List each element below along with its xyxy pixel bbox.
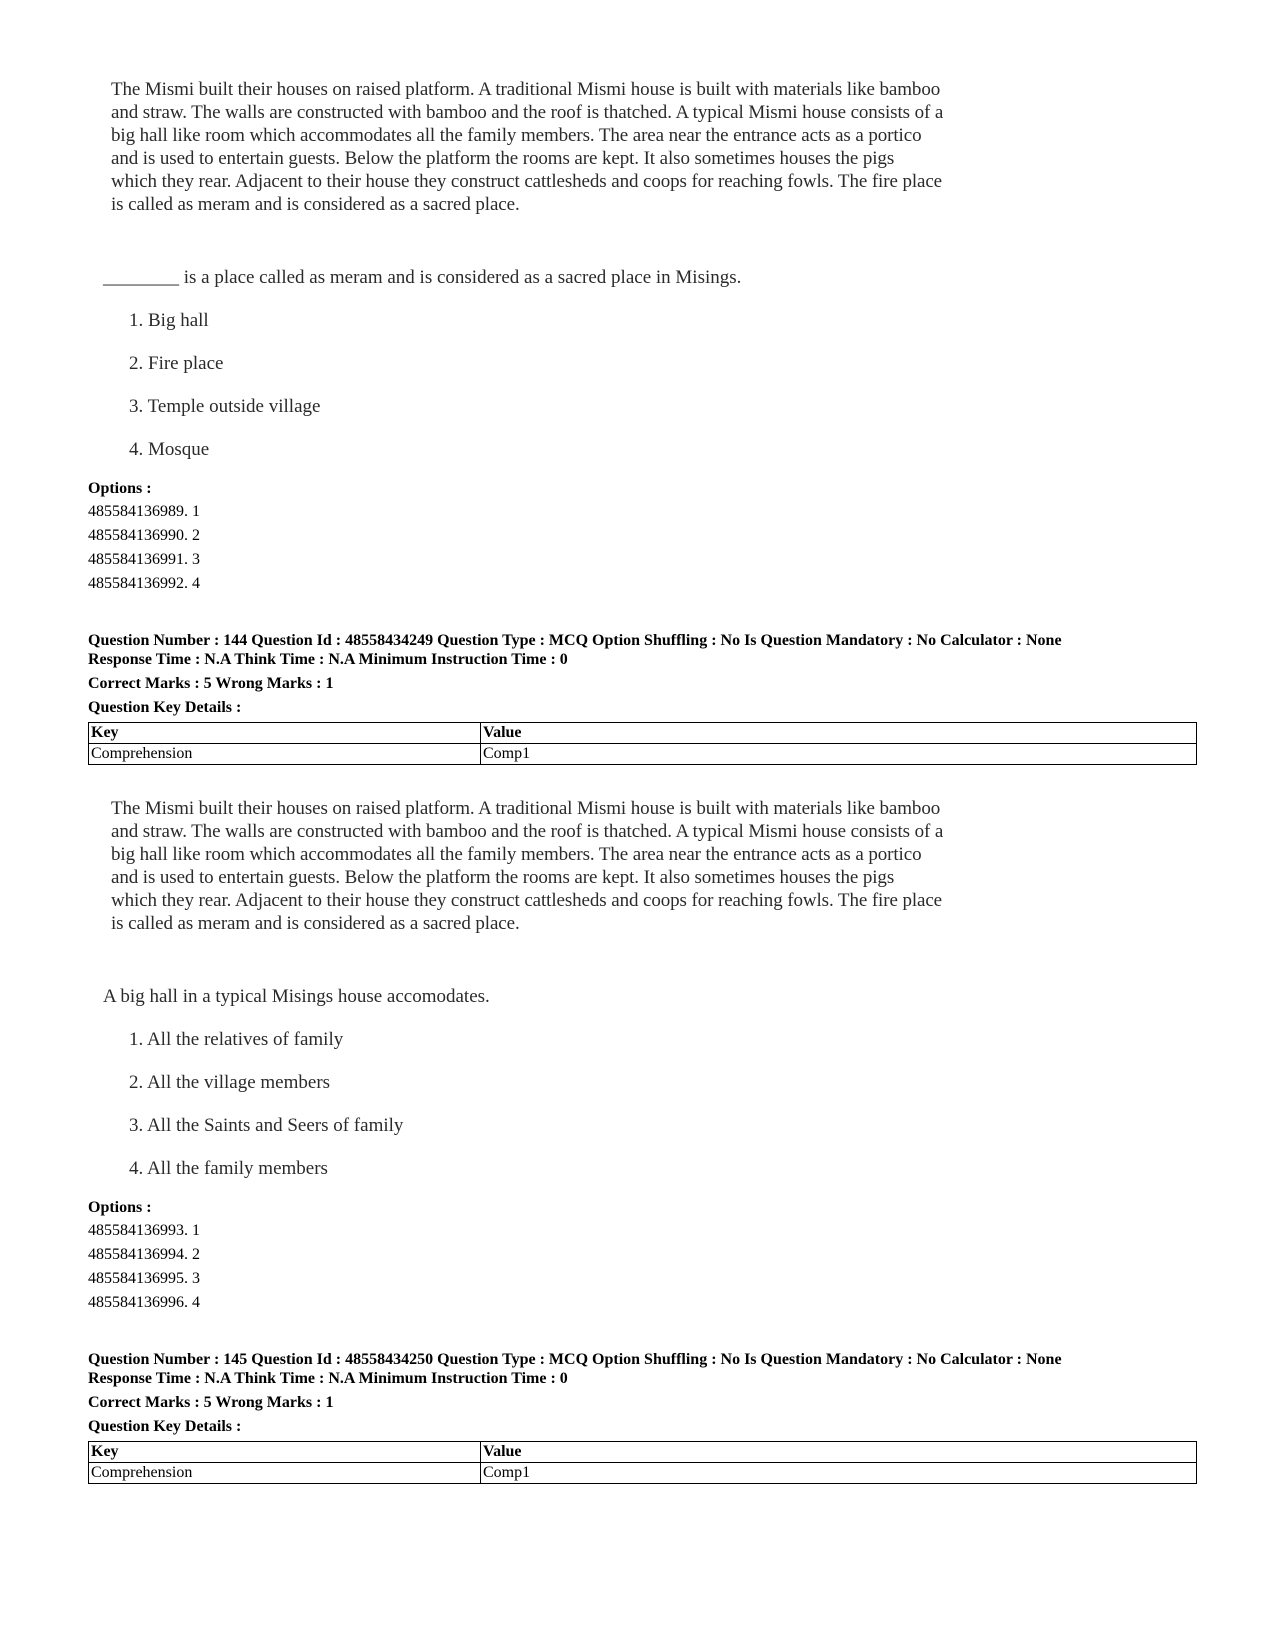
question-meta-line: Response Time : N.A Think Time : N.A Minimum Instruction Time : 0 — [88, 1370, 568, 1387]
key-table-cell: Comp1 — [481, 744, 1197, 765]
options-label: Options : — [88, 1199, 152, 1216]
passage-line: The Mismi built their houses on raised platform. A traditional Mismi house is built with materials like bamboo — [111, 798, 941, 819]
key-details-label: Question Key Details : — [88, 1418, 242, 1435]
key-table-header-cell: Value — [481, 723, 1197, 744]
option-id: 485584136995. 3 — [88, 1270, 200, 1287]
key-table-header-cell: Key — [89, 1442, 481, 1463]
option-id: 485584136992. 4 — [88, 575, 200, 592]
passage-line: which they rear. Adjacent to their house they construct cattlesheds and coops for reaching fowls. The fire place — [111, 890, 943, 911]
option-id: 485584136993. 1 — [88, 1222, 200, 1239]
question-meta-line: Response Time : N.A Think Time : N.A Minimum Instruction Time : 0 — [88, 651, 568, 668]
answer-choice: 3. All the Saints and Seers of family — [129, 1115, 404, 1136]
key-details-label: Question Key Details : — [88, 699, 242, 716]
passage-line: big hall like room which accommodates all the family members. The area near the entrance acts as a portico — [111, 844, 922, 865]
key-table-header — [89, 723, 1197, 744]
marks-line: Correct Marks : 5 Wrong Marks : 1 — [88, 675, 334, 692]
key-table-header — [89, 1442, 1197, 1463]
option-id: 485584136989. 1 — [88, 503, 200, 520]
question-meta-line: Question Number : 145 Question Id : 48558434250 Question Type : MCQ Option Shuffling : No Is Question Mandatory : No Calculator : None — [88, 1351, 1062, 1368]
passage-line: The Mismi built their houses on raised platform. A traditional Mismi house is built with materials like bamboo — [111, 79, 941, 100]
option-id: 485584136994. 2 — [88, 1246, 200, 1263]
passage-line: is called as meram and is considered as a sacred place. — [111, 913, 520, 934]
passage-text — [111, 797, 981, 935]
passage-line: which they rear. Adjacent to their house they construct cattlesheds and coops for reaching fowls. The fire place — [111, 171, 943, 192]
answer-choice: 2. All the village members — [129, 1072, 331, 1093]
options-label: Options : — [88, 480, 152, 497]
key-table-row — [89, 1463, 1197, 1484]
option-id: 485584136990. 2 — [88, 527, 200, 544]
passage-line: is called as meram and is considered as a sacred place. — [111, 194, 520, 215]
key-table-header-cell: Value — [481, 1442, 1197, 1463]
option-id: 485584136996. 4 — [88, 1294, 200, 1311]
answer-choice: 4. All the family members — [129, 1158, 328, 1179]
answer-choice: 1. All the relatives of family — [129, 1029, 344, 1050]
key-table — [88, 1441, 1197, 1484]
passage-line: and straw. The walls are constructed with bamboo and the roof is thatched. A typical Mismi house consists of a — [111, 102, 944, 123]
option-id: 485584136991. 3 — [88, 551, 200, 568]
key-table — [88, 722, 1197, 765]
answer-choice: 4. Mosque — [129, 439, 210, 460]
question-meta — [88, 1350, 1062, 1388]
question-meta-line: Question Number : 144 Question Id : 48558434249 Question Type : MCQ Option Shuffling : No Is Question Mandatory : No Calculator : None — [88, 632, 1062, 649]
question-stem: A big hall in a typical Misings house accomodates. — [103, 986, 490, 1007]
key-table-cell: Comp1 — [481, 1463, 1197, 1484]
passage-line: and straw. The walls are constructed with bamboo and the roof is thatched. A typical Mismi house consists of a — [111, 821, 944, 842]
question-meta — [88, 631, 1062, 669]
passage-text — [111, 78, 981, 216]
key-table-row — [89, 744, 1197, 765]
passage-line: and is used to entertain guests. Below the platform the rooms are kept. It also sometimes houses the pigs — [111, 867, 895, 888]
answer-choice: 3. Temple outside village — [129, 396, 321, 417]
key-table-header-cell: Key — [89, 723, 481, 744]
key-table-cell: Comprehension — [89, 744, 481, 765]
passage-line: big hall like room which accommodates all the family members. The area near the entrance acts as a portico — [111, 125, 922, 146]
question-stem: ________ is a place called as meram and is considered as a sacred place in Misings. — [103, 267, 742, 288]
passage-line: and is used to entertain guests. Below the platform the rooms are kept. It also sometimes houses the pigs — [111, 148, 895, 169]
answer-choice: 1. Big hall — [129, 310, 209, 331]
answer-choice: 2. Fire place — [129, 353, 224, 374]
marks-line: Correct Marks : 5 Wrong Marks : 1 — [88, 1394, 334, 1411]
key-table-cell: Comprehension — [89, 1463, 481, 1484]
